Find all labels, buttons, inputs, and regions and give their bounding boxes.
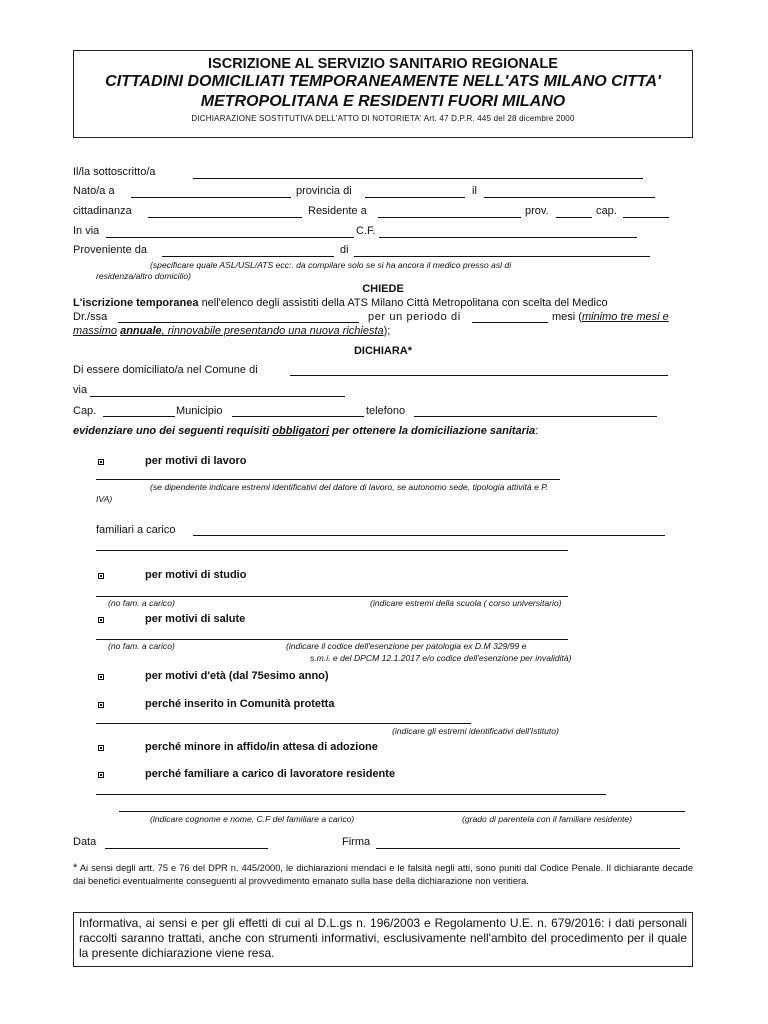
asl-note: (specificare quale ASL/USL/ATS ecc:. da compilare solo se si ha ancora il medico presso asl di [150, 260, 512, 270]
form-title: ISCRIZIONE AL SERVIZIO SANITARIO REGIONALE [208, 56, 558, 72]
of-field[interactable] [354, 256, 650, 257]
family-worker-checkbox[interactable] [98, 772, 104, 778]
work-field[interactable] [96, 479, 560, 480]
signature-field[interactable] [376, 848, 680, 849]
age-label: per motivi d'età (dal 75esimo anno) [145, 670, 329, 682]
declaration-reference: DICHIARAZIONE SOSTITUTIVA DELL'ATTO DI NOTORIETA' Art. 47 D.P.R. 445 del 28 dicembre 2000 [191, 114, 575, 123]
months-field[interactable] [472, 322, 548, 323]
form-subtitle-line1: CITTADINI DOMICILIATI TEMPORANEAMENTE NELL'ATS MILANO CITTA' [105, 73, 661, 90]
street-label: In via [73, 225, 100, 237]
dependents-field[interactable] [193, 535, 665, 536]
family-worker-field[interactable] [96, 794, 606, 795]
study-label: per motivi di studio [145, 569, 247, 581]
foster-label: perché minore in affido/in attesa di adozione [145, 741, 378, 753]
declaration-heading: DICHIARA* [353, 345, 413, 357]
birth-date-label: il [472, 185, 477, 197]
footnote-star: * [73, 862, 78, 874]
born-in-label: Nato/a a [73, 185, 115, 197]
months-text: mesi ( [552, 311, 582, 323]
footnote-text: Ai sensi degli artt. 75 e 76 del DPR n. 445/2000, le dichiarazioni mendaci e le falsità negli atti, sono puniti dal Codice Penale. Il dichiarante decade dai benefici eventualmente conseguenti al provvedimento emanato sulla base della dichiarazione non veritiera. [73, 863, 693, 886]
health-checkbox[interactable] [98, 617, 104, 623]
max-label: massimo [73, 325, 118, 337]
coming-from-label: Proveniente da [73, 244, 147, 256]
phone-field[interactable] [414, 416, 657, 417]
annual-label: annuale [120, 325, 162, 337]
foster-checkbox[interactable] [98, 745, 104, 751]
date-label: Data [73, 836, 97, 848]
citizenship-label: cittadinanza [73, 205, 132, 217]
asl-note-2: residenza/altro domicilio) [96, 271, 192, 281]
minimum-months-note: minimo tre mesi e [581, 311, 669, 323]
dependents-label: familiari a carico [96, 524, 176, 536]
family-worker-field-2[interactable] [119, 811, 685, 812]
domicile-cap-field[interactable] [103, 416, 175, 417]
resident-label: Residente a [308, 205, 367, 217]
doctor-label: Dr./ssa [73, 311, 108, 323]
temporary-registration-label: L'iscrizione temporanea [73, 297, 199, 309]
health-note-right-2: s.m.i. e del DPCM 12.1.2017 e/o codice dell'esenzione per invalidità) [310, 653, 572, 663]
study-checkbox[interactable] [98, 573, 104, 579]
resident-field[interactable] [378, 217, 521, 218]
requirement-text-a: evidenziare uno dei seguenti requisiti [73, 425, 270, 437]
undersigned-field[interactable] [193, 178, 643, 179]
work-checkbox[interactable] [98, 459, 104, 465]
study-field[interactable] [96, 596, 568, 597]
requirement-mandatory: obbligatori [272, 425, 330, 437]
family-worker-label: perché familiare a carico di lavoratore residente [145, 768, 396, 780]
health-field[interactable] [96, 639, 568, 640]
prov-field[interactable] [556, 217, 592, 218]
health-note-left: (no fam. a carico) [108, 641, 175, 651]
signature-label: Firma [342, 836, 371, 848]
domiciled-label: Di essere domiciliato/a nel Comune di [73, 364, 258, 376]
citizenship-field[interactable] [148, 217, 302, 218]
of-label: di [340, 244, 349, 256]
domiciled-city-field[interactable] [290, 375, 668, 376]
age-checkbox[interactable] [98, 674, 104, 680]
health-label: per motivi di salute [145, 613, 246, 625]
work-label: per motivi di lavoro [145, 455, 247, 467]
request-line-1-text: nell'elenco degli assistiti della ATS Milano Città Metropolitana con scelta del Medico [201, 297, 608, 309]
study-note-right: (indicare estremi della scuola ( corso universitario) [370, 598, 562, 608]
cf-label: C.F. [356, 225, 376, 237]
request-line-3 [73, 325, 390, 337]
date-field[interactable] [105, 848, 268, 849]
cf-field[interactable] [379, 237, 637, 238]
community-field[interactable] [96, 723, 471, 724]
requirement-text-d: : [535, 425, 539, 437]
family-note-right: (grado di parentela con il familiare residente) [462, 814, 633, 824]
dependents-field-2[interactable] [96, 550, 568, 551]
health-note-right: (indicare il codice dell'esenzione per patologia ex D.M 329/99 e [286, 641, 527, 651]
form-subtitle-line2: METROPOLITANA E RESIDENTI FUORI MILANO [200, 93, 566, 110]
header-box [73, 50, 693, 138]
province-label: provincia di [296, 185, 352, 197]
street-field[interactable] [106, 237, 354, 238]
legal-footnote [73, 862, 693, 887]
doctor-field[interactable] [118, 322, 359, 323]
request-line-3-end: ); [383, 325, 391, 337]
phone-label: telefono [366, 405, 406, 417]
period-label: per un periodo di [368, 311, 461, 323]
coming-from-field[interactable] [162, 256, 334, 257]
province-field[interactable] [365, 197, 465, 198]
request-heading: CHIEDE [362, 283, 404, 295]
domicile-via-label: via [73, 384, 88, 396]
privacy-notice: Informativa, ai sensi e per gli effetti di cui al D.L.gs n. 196/2003 e Regolamento U.E. n. 679/2016: i dati personali raccolti saranno trattati, anche con strumenti informativi, esclusivamente nell'ambito del procedimento per il quale la presente dichiarazione viene resa. [73, 912, 693, 967]
prov-label: prov. [525, 205, 549, 217]
municipio-field[interactable] [232, 416, 364, 417]
community-checkbox[interactable] [98, 702, 104, 708]
undersigned-label: Il/la sottoscritto/a [73, 166, 156, 178]
work-note-2: IVA) [96, 494, 113, 504]
study-note-left: (no fam. a carico) [108, 598, 175, 608]
community-note: (indicare gli estremi identificativi dell'Istituto) [392, 726, 559, 736]
family-note-left: (indicare cognome e nome, C.F del familiare a carico) [150, 814, 355, 824]
born-in-field[interactable] [131, 197, 291, 198]
community-label: perché inserito in Comunità protetta [145, 698, 335, 710]
domicile-cap-label: Cap. [73, 405, 97, 417]
requirement-instruction [73, 425, 538, 437]
cap-field[interactable] [623, 217, 669, 218]
request-line-1 [73, 297, 693, 309]
birth-date-field[interactable] [484, 197, 655, 198]
months-label [552, 311, 669, 323]
municipio-label: Municipio [176, 405, 223, 417]
cap-label: cap. [596, 205, 617, 217]
renewable-note: , rinnovabile presentando una nuova richiesta [161, 325, 384, 337]
work-note: (se dipendente indicare estremi identificativi del datore di lavoro, se autonomo sede, tipologia attività e P. [150, 482, 549, 492]
requirement-text-c: per ottenere la domiciliazione sanitaria [332, 425, 536, 437]
domicile-via-field[interactable] [90, 396, 345, 397]
